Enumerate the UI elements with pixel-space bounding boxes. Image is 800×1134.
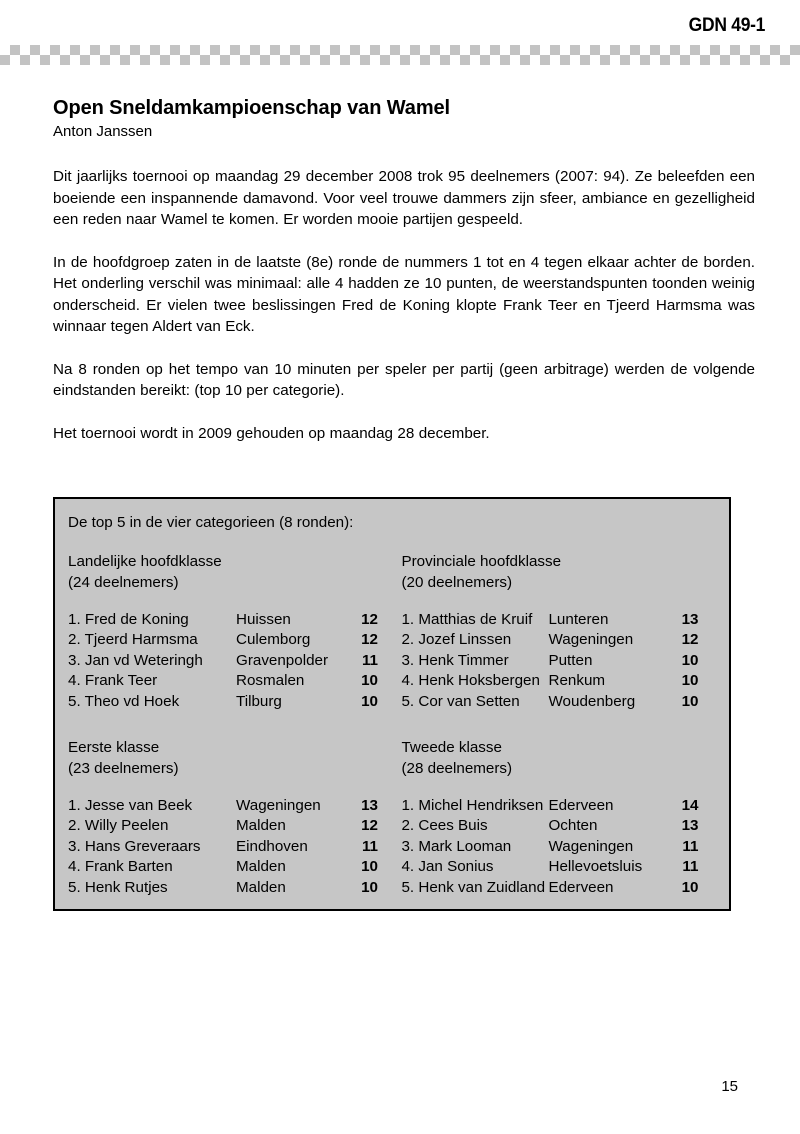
table-row (68, 857, 378, 877)
player-city: Gravenpolder (236, 651, 329, 669)
player-rank-name: 3. Henk Timmer (401, 651, 509, 669)
player-points: 10 (681, 672, 699, 690)
player-city: Woudenberg (548, 692, 636, 710)
player-city: Tilburg (236, 692, 282, 710)
player-points: 10 (361, 672, 378, 690)
page-header (0, 0, 800, 66)
player-city: Malden (236, 817, 286, 835)
player-points: 13 (681, 817, 699, 835)
player-rank-name: 2. Jozef Linssen (401, 631, 512, 649)
player-points: 10 (681, 651, 699, 669)
table-row (68, 651, 378, 671)
table-row (68, 878, 378, 898)
player-city: Ederveen (548, 878, 614, 896)
player-city: Ochten (548, 817, 598, 835)
standings-table (68, 610, 378, 712)
player-rank-name: 5. Henk Rutjes (68, 878, 168, 896)
category-block (67, 551, 401, 712)
table-row (401, 630, 698, 650)
article-content (53, 96, 755, 444)
category-row (67, 737, 729, 898)
player-points: 10 (681, 878, 699, 896)
player-points: 10 (361, 858, 378, 876)
player-points: 12 (361, 611, 378, 628)
player-rank-name: 5. Cor van Setten (401, 692, 520, 710)
player-points: 10 (361, 692, 378, 710)
player-rank-name: 2. Cees Buis (401, 817, 488, 835)
player-points: 12 (361, 817, 378, 835)
player-city: Renkum (548, 672, 606, 690)
player-points: 11 (682, 858, 699, 876)
player-rank-name: 1. Matthias de Kruif (401, 611, 533, 628)
article-paragraph: In de hoofdgroep zaten in de laatste (8e) ronde de nummers 1 tot en 4 tegen elkaar achter de borden. Het onderling verschil was minimaal: alle 4 hadden ze 10 punten, de weerstandspunten toonden weinig onderscheid. Er vielen twee beslissingen Fred de Koning klopte Frank Teer en Tjeerd Harmsma was winnaar tegen Aldert van Eck. (53, 253, 755, 335)
player-rank-name: 1. Jesse van Beek (68, 797, 193, 815)
player-rank-name: 2. Tjeerd Harmsma (68, 631, 198, 649)
player-city: Rosmalen (236, 672, 305, 690)
player-points: 14 (681, 797, 699, 815)
player-city: Wageningen (548, 837, 634, 855)
player-points: 10 (361, 878, 378, 896)
table-row (68, 816, 378, 836)
player-points: 13 (361, 797, 378, 815)
player-points: 13 (681, 611, 699, 628)
player-rank-name: 5. Henk van Zuidland (401, 878, 546, 896)
table-row (68, 692, 378, 712)
category-participants: (24 deelnemers) (68, 574, 179, 591)
category-title: Provinciale hoofdklasse (401, 553, 562, 570)
player-city: Malden (236, 858, 286, 876)
table-row (401, 816, 698, 836)
category-participants: (28 deelnemers) (401, 760, 513, 778)
issue-label: GDN 49-1 (688, 15, 765, 36)
category-row (67, 551, 729, 712)
player-city: Culemborg (236, 631, 311, 649)
player-city: Lunteren (548, 611, 609, 628)
table-row (401, 651, 698, 671)
player-points: 11 (361, 837, 378, 855)
player-rank-name: 1. Michel Hendriksen (401, 797, 544, 815)
table-row (401, 837, 698, 857)
player-city: Huissen (236, 611, 291, 628)
table-row (401, 796, 698, 816)
article-paragraph: Na 8 ronden op het tempo van 10 minuten per speler per partij (geen arbitrage) werden de volgende eindstanden bereikt: (top 10 per categorie). (53, 360, 755, 399)
table-row (401, 878, 698, 898)
category-block (401, 551, 729, 712)
player-rank-name: 3. Jan vd Weteringh (68, 651, 203, 669)
player-rank-name: 4. Henk Hoksbergen (401, 672, 540, 690)
player-city: Wageningen (236, 797, 321, 815)
player-rank-name: 5. Theo vd Hoek (68, 692, 180, 710)
category-title: Eerste klasse (68, 739, 160, 757)
player-city: Eindhoven (236, 837, 308, 855)
page-title: Open Sneldamkampioenschap van Wamel (53, 97, 450, 119)
player-city: Malden (236, 878, 286, 896)
results-box (53, 497, 731, 911)
table-row (401, 671, 698, 691)
table-row (68, 671, 378, 691)
category-participants: (20 deelnemers) (401, 574, 513, 591)
player-rank-name: 4. Frank Barten (68, 858, 173, 876)
player-city: Wageningen (548, 631, 634, 649)
player-city: Ederveen (548, 797, 614, 815)
table-row (68, 837, 378, 857)
player-rank-name: 4. Jan Sonius (401, 858, 494, 876)
player-points: 10 (681, 692, 699, 710)
standings-table (401, 796, 698, 898)
table-row (68, 796, 378, 816)
article-paragraph: Het toernooi wordt in 2009 gehouden op maandag 28 december. (53, 424, 490, 442)
standings-table (68, 796, 378, 898)
player-points: 12 (681, 631, 699, 649)
standings-table (401, 610, 698, 712)
player-city: Hellevoetsluis (548, 858, 643, 876)
page-number: 15 (721, 1078, 738, 1095)
player-points: 12 (361, 631, 378, 649)
table-row (401, 857, 698, 877)
table-row (68, 610, 378, 630)
category-title: Landelijke hoofdklasse (68, 553, 222, 570)
article-paragraph: Dit jaarlijks toernooi op maandag 29 december 2008 trok 95 deelnemers (2007: 94). Ze beleefden een boeiende een inspannende damavond. Voor veel trouwe dammers zijn sfeer, ambiance en gezelligheid een reden naar Wamel te komen. Er worden mooie partijen gespeeld. (53, 168, 755, 228)
article-author: Anton Janssen (53, 123, 153, 140)
player-rank-name: 3. Hans Greveraars (68, 837, 201, 855)
section-spacer (67, 712, 729, 737)
player-points: 11 (682, 837, 699, 855)
player-city: Putten (548, 651, 593, 669)
player-rank-name: 2. Willy Peelen (68, 817, 169, 835)
player-rank-name: 3. Mark Looman (401, 837, 512, 855)
table-row (401, 692, 698, 712)
results-caption: De top 5 in de vier categorieen (8 ronden): (68, 514, 354, 531)
category-block (67, 737, 401, 898)
player-rank-name: 1. Fred de Koning (68, 611, 189, 628)
category-title: Tweede klasse (401, 739, 502, 757)
category-block (401, 737, 729, 898)
player-rank-name: 4. Frank Teer (68, 672, 158, 690)
checkered-band-decoration (0, 45, 800, 65)
player-points: 11 (361, 651, 378, 669)
category-participants: (23 deelnemers) (68, 760, 179, 778)
table-row (401, 610, 698, 630)
table-row (68, 630, 378, 650)
